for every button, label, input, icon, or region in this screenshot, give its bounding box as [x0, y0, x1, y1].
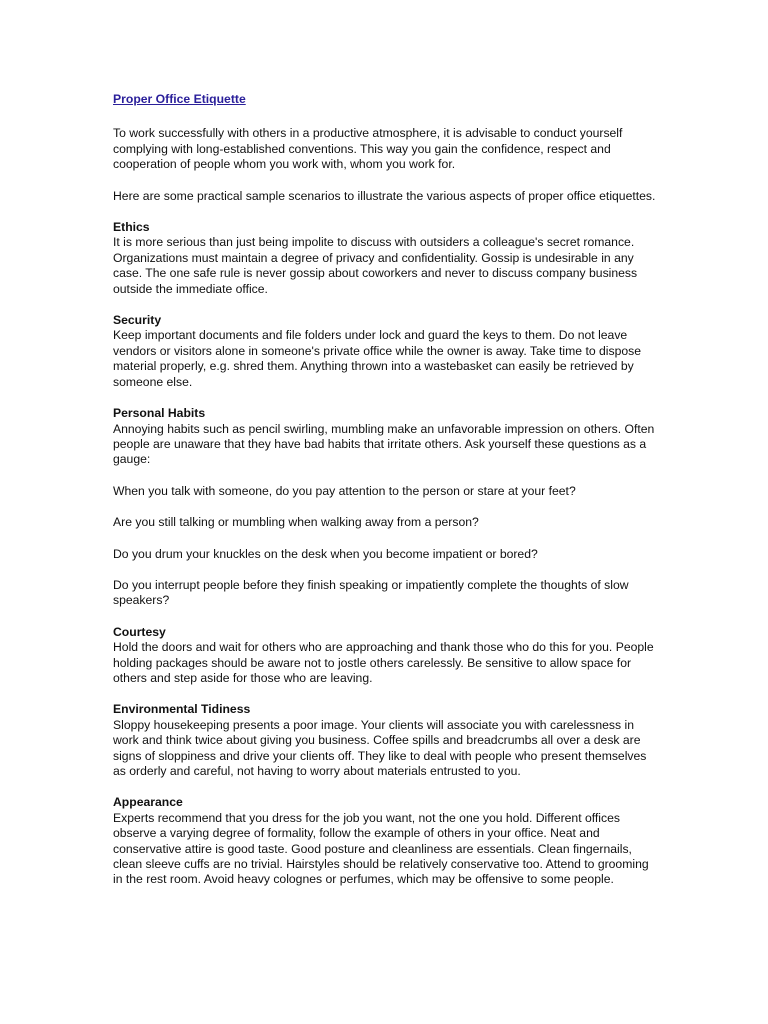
- section-body-ethics: It is more serious than just being impolite to discuss with outsiders a colleague's secret romance. Organizations must maintain a degree of privacy and confidentiality. Gossip is undesirable in any case. The one safe rule is never gossip about coworkers and never to discuss company business outside the immediate office.: [113, 235, 638, 296]
- section-personal-habits: [113, 406, 658, 468]
- section-appearance: [113, 795, 658, 887]
- section-ethics: [113, 220, 658, 297]
- document-title[interactable]: Proper Office Etiquette: [113, 92, 246, 106]
- habit-question-1: When you talk with someone, do you pay attention to the person or stare at your feet?: [113, 483, 576, 498]
- section-heading-security: Security: [113, 313, 162, 328]
- intro-paragraph-1: To work successfully with others in a productive atmosphere, it is advisable to conduct yourself complying with long-established conventions. This way you gain the confidence, respect and cooperation of people whom you work with, whom you work for.: [113, 126, 623, 172]
- habit-question-2: Are you still talking or mumbling when walking away from a person?: [113, 515, 479, 530]
- section-body-personal-habits: Annoying habits such as pencil swirling, mumbling make an unfavorable impression on others. Often people are unaware that they have bad habits that irritate others. Ask yourself these questions as a gauge:: [113, 421, 655, 467]
- section-heading-environmental-tidiness: Environmental Tidiness: [113, 702, 251, 717]
- section-body-appearance: Experts recommend that you dress for the job you want, not the one you hold. Different offices observe a varying degree of formality, follow the example of others in your office. Neat and conservative attire is good taste. Good posture and cleanliness are essentials. Clean fingernails, clean sleeve cuffs are no trivial. Hairstyles should be relatively conservative too. Attend to grooming in the rest room. Avoid heavy colognes or perfumes, which may be offensive to some people.: [113, 810, 649, 887]
- document-page: [113, 92, 658, 904]
- intro-paragraph-2: Here are some practical sample scenarios to illustrate the various aspects of proper office etiquettes.: [113, 188, 656, 203]
- section-heading-ethics: Ethics: [113, 220, 150, 235]
- section-heading-appearance: Appearance: [113, 795, 183, 810]
- habit-question-3: Do you drum your knuckles on the desk when you become impatient or bored?: [113, 546, 538, 561]
- section-body-environmental-tidiness: Sloppy housekeeping presents a poor image. Your clients will associate you with carelessness in work and think twice about giving you business. Coffee spills and breadcrumbs all over a desk are signs of sloppiness and drive your clients off. They like to deal with people who present themselves as orderly and careful, not having to worry about materials entrusted to you.: [113, 717, 647, 778]
- section-environmental-tidiness: [113, 702, 658, 779]
- section-body-security: Keep important documents and file folders under lock and guard the keys to them. Do not leave vendors or visitors alone in someone's private office while the owner is away. Take time to dispose material properly, e.g. shred them. Anything thrown into a wastebasket can easily be retrieved by someone else.: [113, 328, 642, 389]
- section-courtesy: [113, 625, 658, 687]
- section-heading-personal-habits: Personal Habits: [113, 406, 206, 421]
- section-security: [113, 313, 658, 390]
- habit-question-4: Do you interrupt people before they finish speaking or impatiently complete the thoughts of slow speakers?: [113, 577, 629, 608]
- section-heading-courtesy: Courtesy: [113, 624, 166, 639]
- section-body-courtesy: Hold the doors and wait for others who are approaching and thank those who do this for you. People holding packages should be aware not to jostle others carelessly. Be sensitive to allow space for others and step aside for those who are leaving.: [113, 640, 654, 685]
